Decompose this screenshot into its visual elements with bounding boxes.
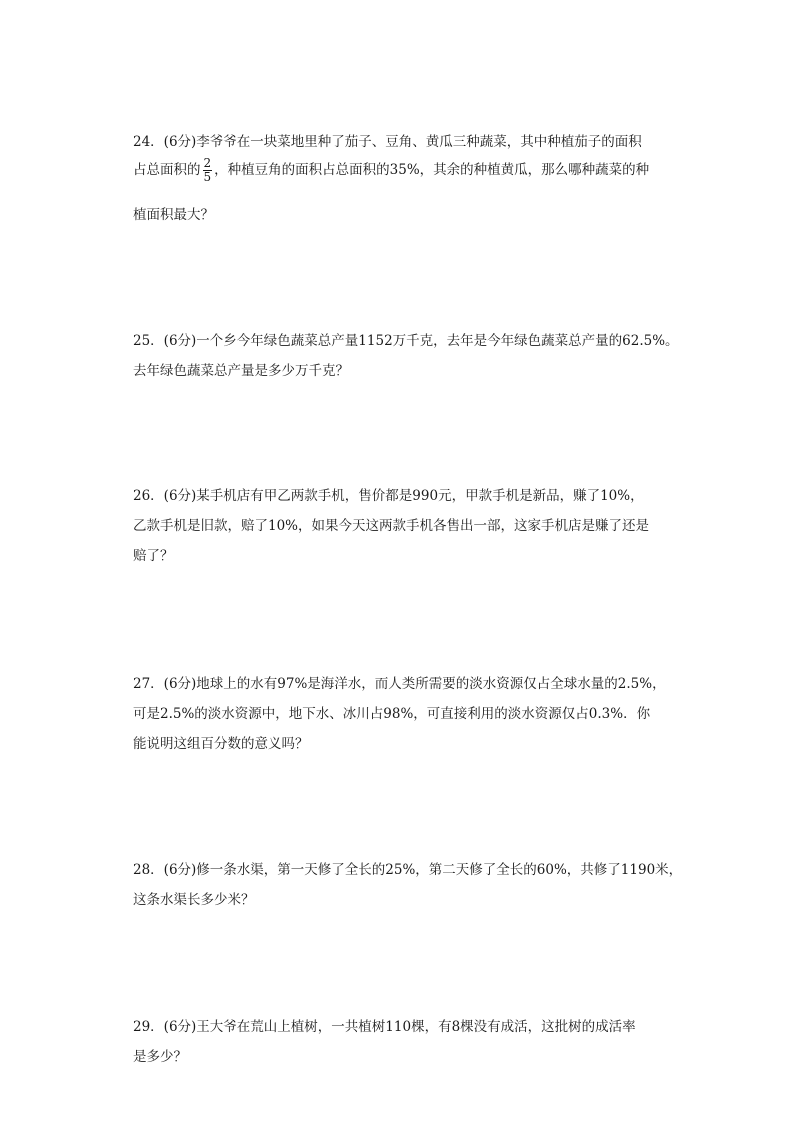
question-text-line: 27．(6分)地球上的水有97%是海洋水，而人类所需要的淡水资源仅占全球水量的2.5%，: [133, 676, 666, 692]
question-text-line: 植面积最大？: [133, 207, 214, 223]
question-text-line: 24．(6分)李爷爷在一块菜地里种了茄子、豆角、黄瓜三种蔬菜，其中种植茄子的面积: [133, 134, 642, 150]
fraction-denominator: 5: [203, 170, 212, 184]
line-prefix: 占总面积的: [133, 162, 201, 178]
question-text-line: [133, 157, 649, 184]
question-text-line: 26．(6分)某手机店有甲乙两款手机，售价都是990元，甲款手机是新品，赚了10%，: [133, 488, 644, 504]
question-text-line: 25．(6分)一个乡今年绿色蔬菜总产量1152万千克，去年是今年绿色蔬菜总产量的62.5%。: [133, 333, 679, 349]
question-text-line: 29．(6分)王大爷在荒山上植树，一共植树110棵，有8棵没有成活，这批树的成活率: [133, 1019, 636, 1035]
fraction-numerator: 2: [203, 156, 212, 170]
question-text-line: 28．(6分)修一条水渠，第一天修了全长的25%，第二天修了全长的60%，共修了1190米，: [133, 862, 683, 878]
question-text-line: 这条水渠长多少米？: [133, 892, 255, 908]
question-text-line: 能说明这组百分数的意义吗？: [133, 736, 309, 752]
fraction-two-fifths: [203, 157, 213, 184]
line-suffix: ，种植豆角的面积占总面积的35%，其余的种植黄瓜，那么哪种蔬菜的种: [214, 162, 650, 178]
question-text-line: 去年绿色蔬菜总产量是多少万千克？: [133, 363, 349, 379]
question-text-line: 乙款手机是旧款，赔了10%，如果今天这两款手机各售出一部，这家手机店是赚了还是: [133, 518, 650, 534]
question-text-line: 可是2.5%的淡水资源中，地下水、冰川占98%，可直接利用的淡水资源仅占0.3%．你: [133, 706, 651, 722]
question-text-line: 是多少？: [133, 1049, 187, 1065]
question-text-line: 赔了？: [133, 548, 174, 564]
